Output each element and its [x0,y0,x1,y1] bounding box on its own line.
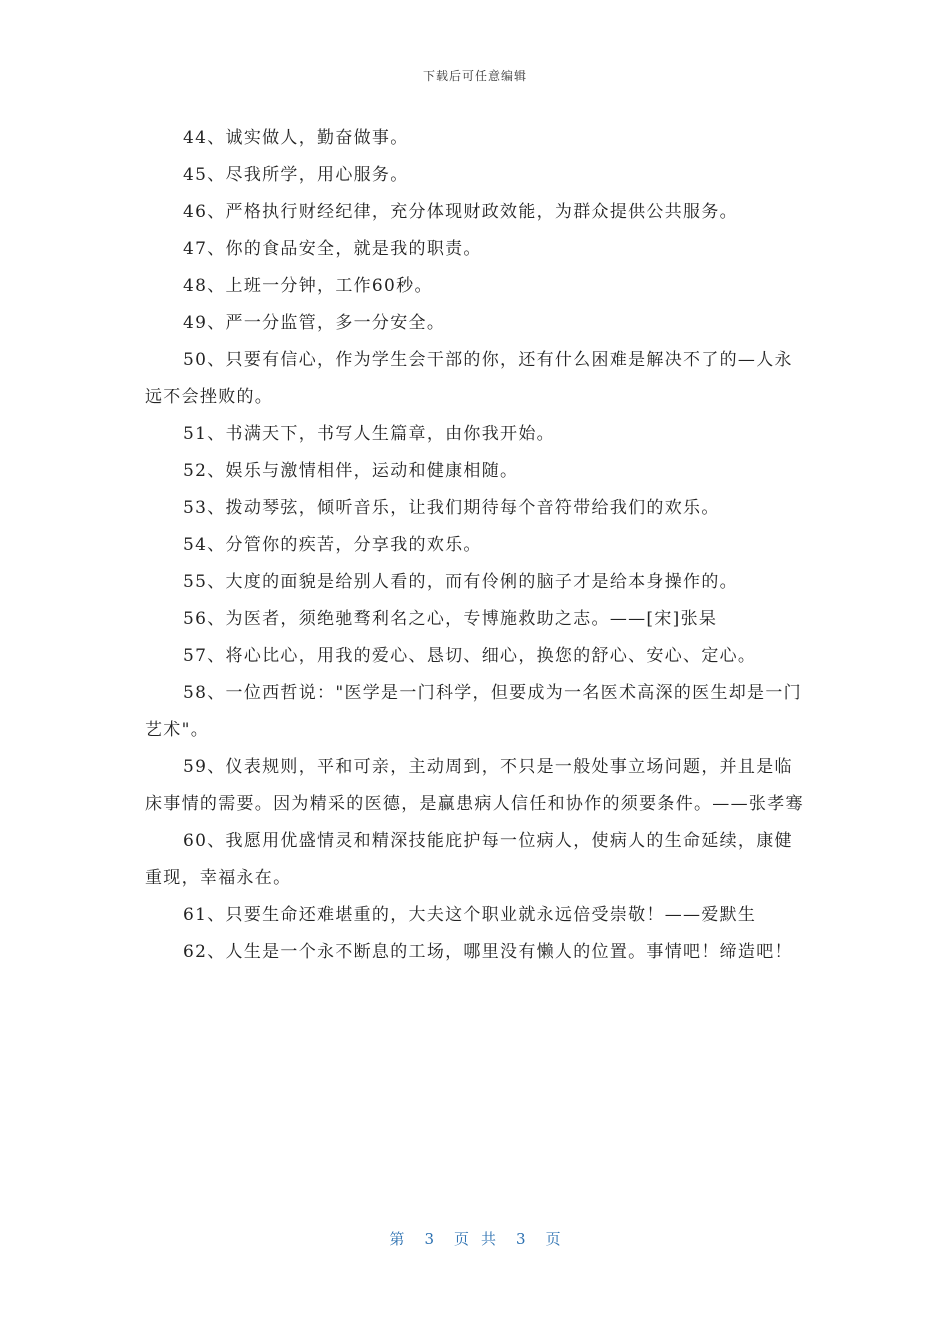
paragraph-60: 60、我愿用优盛情灵和精深技能庇护每一位病人，使病人的生命延续，康健重现，幸福永在。 [145,831,793,888]
paragraph-54: 54、分管你的疾苦，分享我的欢乐。 [183,535,482,555]
paragraph-47: 47、你的食品安全，就是我的职责。 [183,239,482,259]
paragraph-57: 57、将心比心，用我的爱心、恳切、细心，换您的舒心、安心、定心。 [183,646,757,666]
footer-total-suffix: 页 [545,1230,561,1248]
paragraph-53: 53、拨动琴弦，倾听音乐，让我们期待每个音符带给我们的欢乐。 [183,498,720,518]
document-body [145,120,805,971]
paragraph-59: 59、仪表规则，平和可亲，主动周到，不只是一般处事立场问题，并且是临床事情的需要。因为精采的医德，是赢患病人信任和协作的须要条件。——张孝骞 [145,757,804,814]
paragraph-55: 55、大度的面貌是给别人看的，而有伶俐的脑子才是给本身操作的。 [183,572,738,592]
paragraph-46: 46、严格执行财经纪律，充分体现财政效能，为群众提供公共服务。 [183,202,738,222]
footer-total-pages: 3 [516,1230,526,1248]
footer-current-page: 3 [424,1230,434,1248]
paragraph-62: 62、人生是一个永不断息的工场，哪里没有懒人的位置。事情吧！缔造吧！ [183,942,793,962]
paragraph-51: 51、书满天下，书写人生篇章，由你我开始。 [183,424,555,444]
paragraph-61: 61、只要生命还难堪重的，大夫这个职业就永远倍受崇敬！——爱默生 [183,905,757,925]
paragraph-50: 50、只要有信心，作为学生会干部的你，还有什么困难是解决不了的—人永远不会挫败的。 [145,350,793,407]
footer-page-label: 第 [389,1230,405,1248]
paragraph-56: 56、为医者，须绝驰骛利名之心，专博施救助之志。——[宋]张杲 [183,609,718,629]
footer-total-label: 共 [481,1230,497,1248]
paragraph-44: 44、诚实做人，勤奋做事。 [183,128,409,148]
paragraph-52: 52、娱乐与激情相伴，运动和健康相随。 [183,461,519,481]
paragraph-49: 49、严一分监管，多一分安全。 [183,313,446,333]
page-footer [0,1228,950,1249]
footer-page-suffix: 页 [453,1230,469,1248]
paragraph-48: 48、上班一分钟，工作60秒。 [183,276,433,296]
paragraph-45: 45、尽我所学，用心服务。 [183,165,409,185]
page-header-note: 下载后可任意编辑 [422,69,527,83]
paragraph-58: 58、一位西哲说："医学是一门科学，但要成为一名医术高深的医生却是一门艺术"。 [145,683,802,740]
